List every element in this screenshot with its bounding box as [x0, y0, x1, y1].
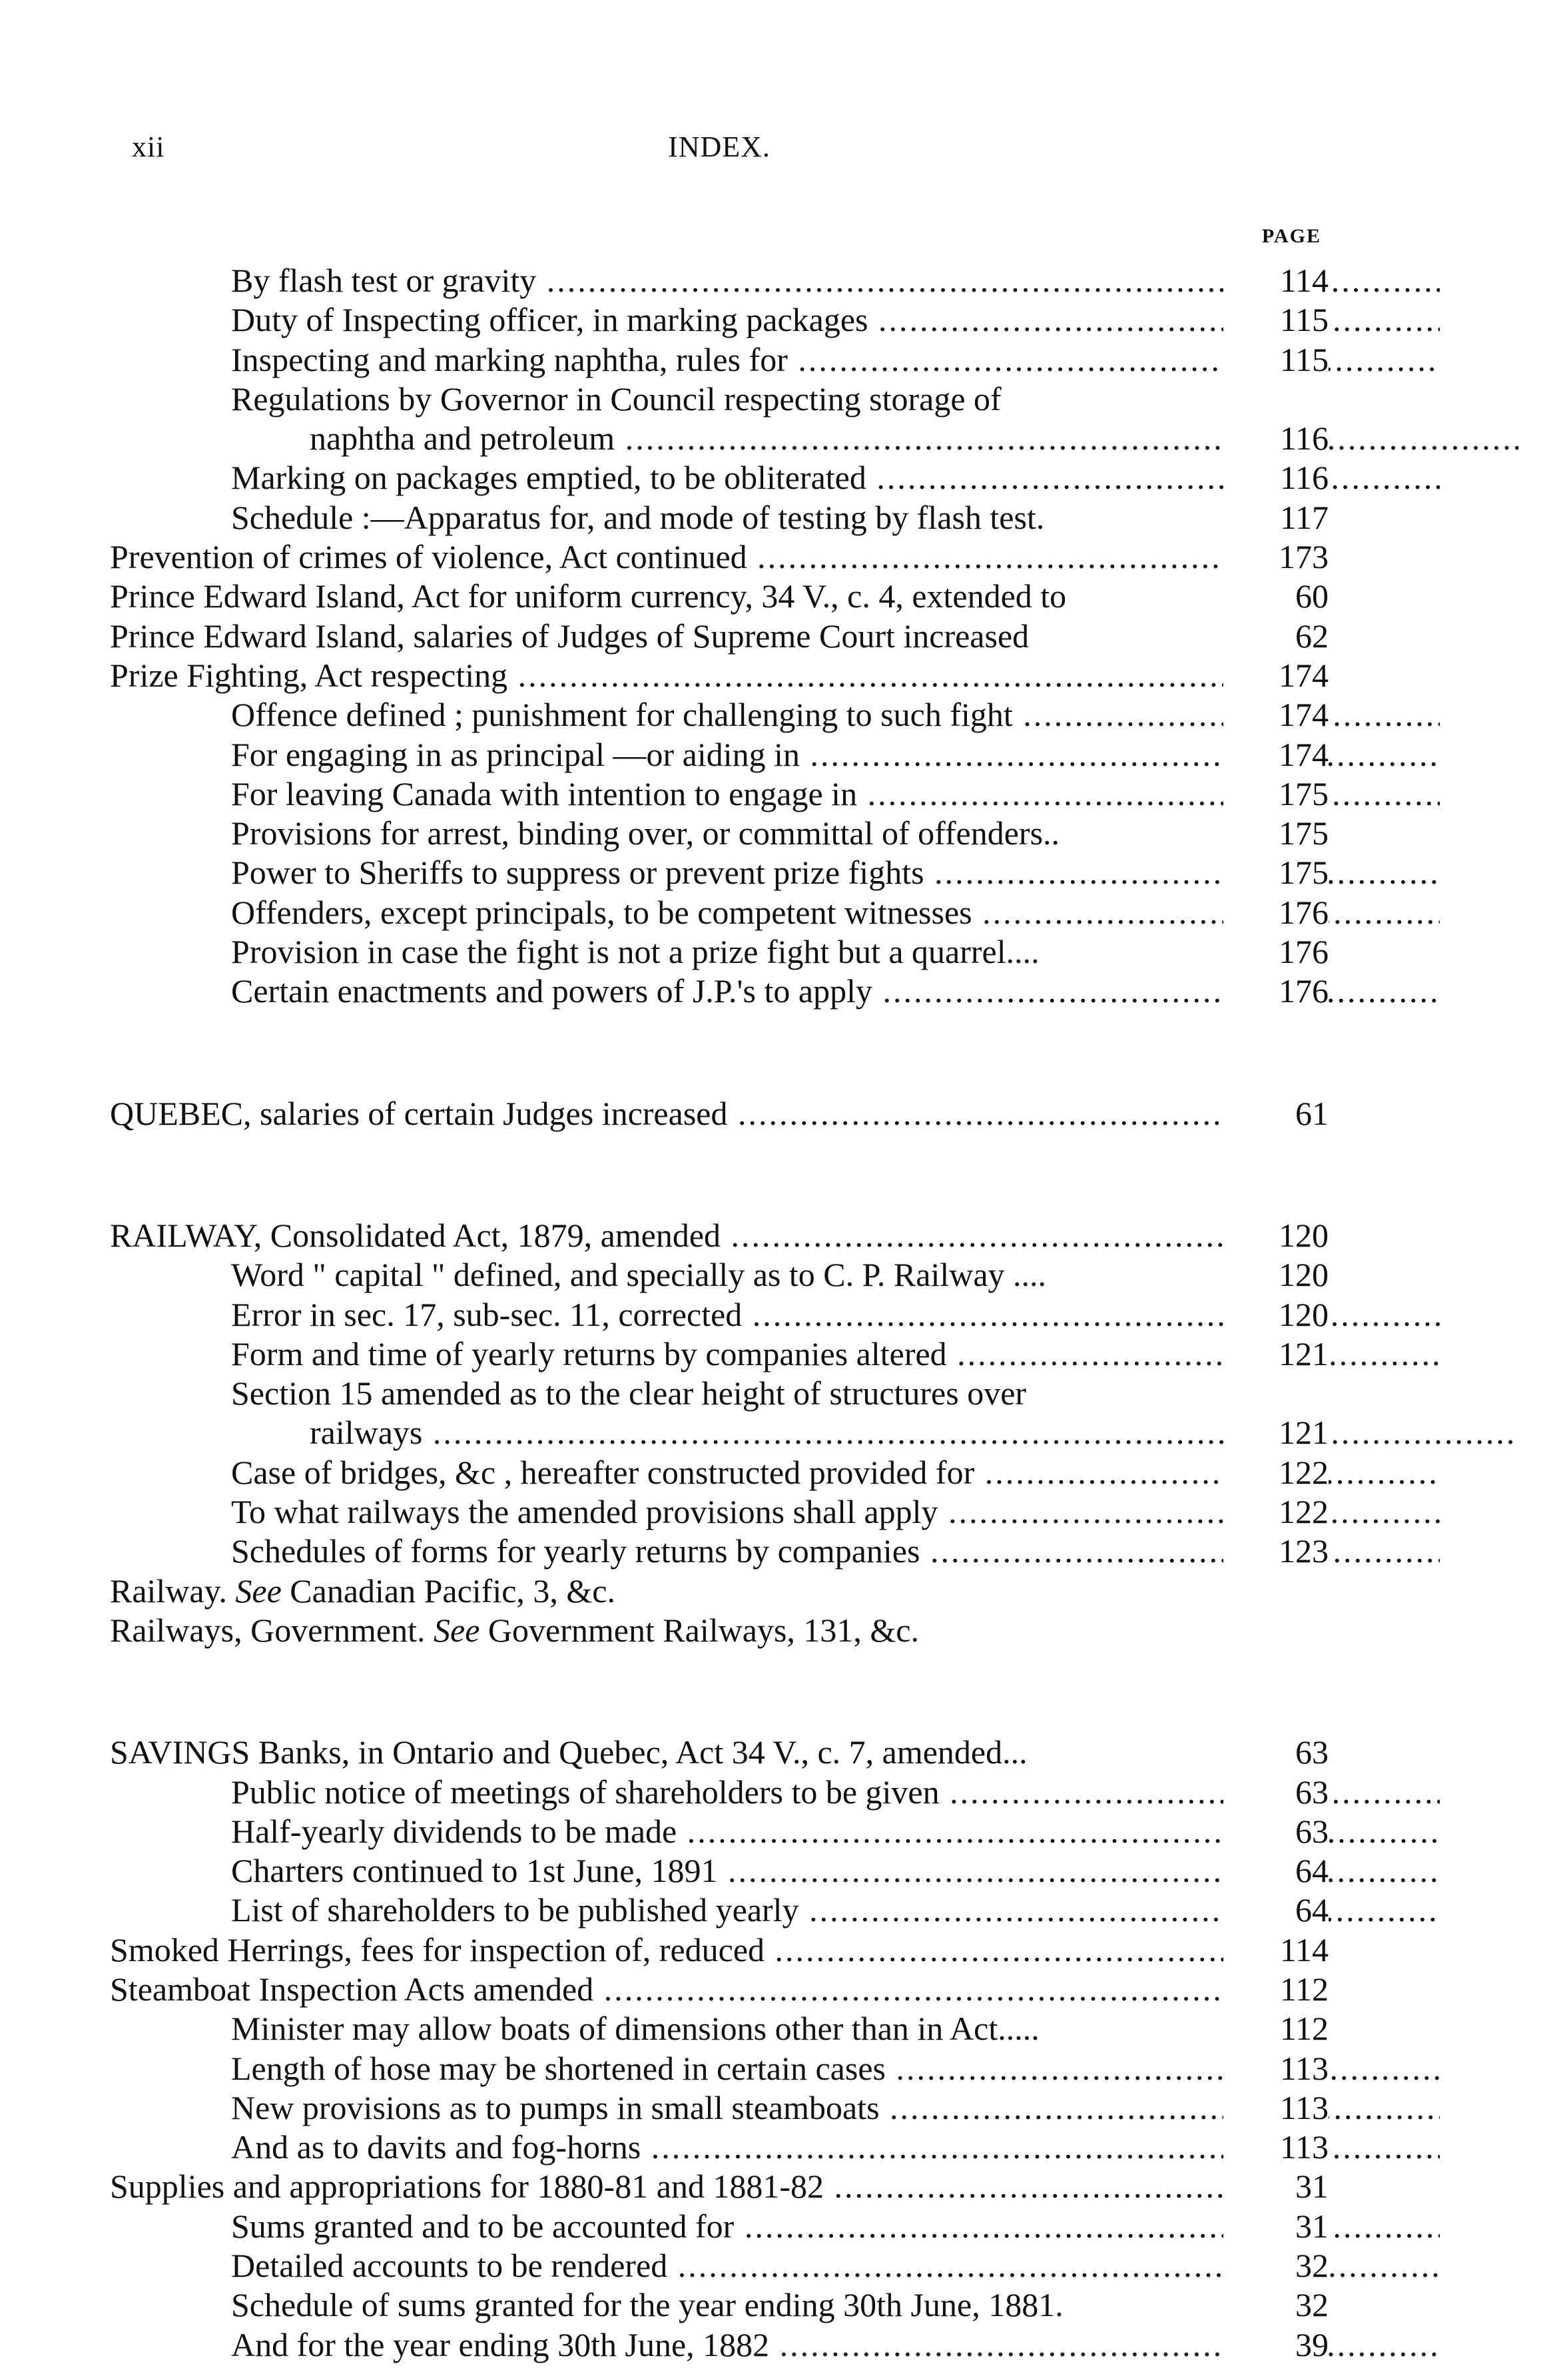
index-entry-heading: For engaging in as principal —or aiding in	[231, 735, 800, 773]
index-entry-heading: Offence defined ; punishment for challenging to such fight	[231, 696, 1013, 734]
index-entry-heading: Prevention of crimes of violence, Act continued	[110, 538, 747, 576]
index-entry-heading: RAILWAY, Consolidated Act, 1879, amended	[110, 1216, 721, 1254]
index-entry	[110, 1295, 1329, 1335]
index-entry	[110, 656, 1329, 695]
index-entry-text	[110, 577, 1319, 616]
index-entry	[110, 1335, 1329, 1374]
index-entry-page: 31	[1223, 2167, 1329, 2206]
index-entry-page: 63	[1223, 1773, 1329, 1812]
index-entry-heading: Charters continued to 1st June, 1891	[231, 1852, 718, 1890]
running-head	[107, 130, 1332, 183]
index-entry-heading: Prince Edward Island, Act for uniform currency, 34 V., c. 4, extended to	[110, 577, 1067, 615]
index-entry	[110, 537, 1329, 577]
index-entry-page: 114	[1223, 1931, 1329, 1970]
index-entry-heading: Detailed accounts to be rendered	[231, 2247, 668, 2285]
index-entry	[110, 2009, 1329, 2048]
index-entry-page: 176	[1223, 893, 1329, 932]
index-entry-page: 32	[1223, 2246, 1329, 2285]
index-entry-page: 113	[1223, 2049, 1329, 2088]
index-entry-heading: Marking on packages emptied, to be obliterated	[231, 459, 866, 497]
index-entry-page: 122	[1223, 1453, 1329, 1492]
index-entry-page: 63	[1223, 1812, 1329, 1851]
index-entry-heading: Railways, Government.	[110, 1611, 426, 1649]
see-reference-marker: See	[235, 1572, 282, 1610]
index-entry	[110, 1413, 1329, 1452]
index-entry-page: 116	[1223, 419, 1329, 458]
index-entry-text	[110, 1374, 1440, 1413]
index-entry	[110, 498, 1329, 537]
index-entry-text	[110, 2167, 1319, 2206]
index-entry-page: 64	[1223, 1891, 1329, 1930]
index-entry-heading: Duty of Inspecting officer, in marking packages	[231, 301, 868, 339]
index-entry	[110, 932, 1329, 972]
index-entry	[110, 1255, 1329, 1295]
index-entry-page: 113	[1223, 2128, 1329, 2167]
index-entry-text	[110, 1611, 1319, 1650]
index-entry-heading: QUEBEC, salaries of certain Judges increased	[110, 1094, 728, 1132]
index-entry-heading: Schedule of sums granted for the year ending 30th June, 1881.	[231, 2286, 1064, 2324]
index-entry-page: 174	[1223, 735, 1329, 774]
index-entry	[110, 814, 1329, 853]
index-entry-text	[110, 1094, 1319, 1133]
index-entry	[110, 853, 1329, 892]
index-entry-text	[110, 380, 1440, 419]
index-entry-page: 120	[1223, 1295, 1329, 1335]
index-entry	[110, 2246, 1329, 2285]
index-entry	[110, 1970, 1329, 2009]
index-entry-page: 175	[1223, 853, 1329, 892]
index-entry-heading: Offenders, except principals, to be competent witnesses	[231, 893, 972, 931]
index-entry-heading: Supplies and appropriations for 1880-81 and 1881-82	[110, 2168, 824, 2206]
index-entry-heading: SAVINGS Banks, in Ontario and Quebec, Act 34 V., c. 7, amended...	[110, 1733, 1028, 1771]
index-entry-page: 175	[1223, 814, 1329, 853]
index-entry-page: 115	[1223, 340, 1329, 380]
index-entry-heading: Public notice of meetings of shareholders to be given	[231, 1773, 940, 1811]
index-entry	[110, 1773, 1329, 1812]
index-entry-heading: Provision in case the fight is not a prize fight but a quarrel....	[231, 933, 1040, 971]
index-entry-page: 61	[1223, 1094, 1329, 1133]
index-entry-heading: Schedules of forms for yearly returns by companies	[231, 1532, 920, 1570]
index-entry-text	[110, 617, 1319, 656]
index-entry-heading: List of shareholders to be published yearly	[231, 1891, 799, 1929]
index-entry-heading: Power to Sheriffs to suppress or prevent prize fights	[231, 854, 924, 892]
index-entry-heading: Certain enactments and powers of J.P.'s to apply	[231, 972, 872, 1010]
index-entry	[110, 774, 1329, 814]
index-entry-page: 116	[1223, 458, 1329, 497]
index-entry	[110, 1572, 1329, 1611]
index-entry-heading: Schedule :—Apparatus for, and mode of testing by flash test.	[231, 498, 1045, 536]
index-entry-text	[110, 537, 1319, 577]
see-reference-marker: See	[434, 1611, 480, 1649]
index-entry	[110, 1891, 1329, 1930]
index-entry	[110, 2285, 1329, 2325]
index-entry-page: 64	[1223, 1851, 1329, 1891]
index-entry	[110, 1812, 1329, 1851]
index-entry-heading: And for the year ending 30th June, 1882	[231, 2325, 770, 2363]
index-entry-page: 176	[1223, 972, 1329, 1011]
index-entry	[110, 893, 1329, 932]
index-entry-heading: Half-yearly dividends to be made	[231, 1812, 677, 1850]
index-entry-heading: Railway.	[110, 1572, 227, 1610]
index-entry-page: 117	[1223, 498, 1329, 537]
index-entry-heading: Smoked Herrings, fees for inspection of, reduced	[110, 1931, 765, 1968]
index-entry-heading: By flash test or gravity	[231, 262, 537, 299]
index-entry-heading: New provisions as to pumps in small steamboats	[231, 2088, 880, 2126]
index-entry	[110, 1453, 1329, 1492]
index-entry-heading: Steamboat Inspection Acts amended	[110, 1970, 594, 2008]
index-entry	[110, 380, 1329, 419]
index-entry-heading: naphtha and petroleum	[310, 420, 615, 457]
index-entry-heading: Length of hose may be shortened in certain cases	[231, 2049, 886, 2087]
index-entry-heading: Case of bridges, &c , hereafter constructed provided for	[231, 1453, 975, 1491]
index-entry-text	[110, 1216, 1319, 1255]
index-entry	[110, 1931, 1329, 1970]
index-entry	[110, 617, 1329, 656]
index-entry	[110, 1492, 1329, 1532]
index-entry-page: 112	[1223, 1970, 1329, 2009]
index-entry-page: 63	[1223, 1733, 1329, 1772]
index-entry-text	[110, 1931, 1319, 1970]
index-entry	[110, 340, 1329, 380]
index-entry-text	[110, 656, 1319, 695]
index-entry	[110, 300, 1329, 340]
index-entry-heading: For leaving Canada with intention to engage in	[231, 774, 858, 812]
index-entry-heading: Regulations by Governor in Council respecting storage of	[231, 380, 1002, 418]
index-entry-page: 175	[1223, 774, 1329, 814]
index-entry-heading: Inspecting and marking naphtha, rules for	[231, 340, 788, 378]
index-entry	[110, 1374, 1329, 1413]
index-entry	[110, 2207, 1329, 2246]
index-entry	[110, 2128, 1329, 2167]
index-entry-page: 120	[1223, 1255, 1329, 1295]
index-entry-heading: Error in sec. 17, sub-sec. 11, corrected	[231, 1295, 743, 1333]
index-entry-page: 173	[1223, 537, 1329, 577]
index-entry	[110, 1851, 1329, 1891]
index-entry	[110, 2167, 1329, 2206]
index-entry	[110, 1094, 1329, 1133]
see-reference-target: Canadian Pacific, 3, &c.	[290, 1572, 616, 1610]
index-entry-page: 60	[1223, 577, 1329, 616]
index-entry-page: 176	[1223, 932, 1329, 972]
index-entry-page: 32	[1223, 2285, 1329, 2325]
index-entry	[110, 1532, 1329, 1571]
index-entry-page: 115	[1223, 300, 1329, 340]
page-column-label: PAGE	[1261, 225, 1321, 247]
index-entry	[110, 458, 1329, 497]
index-entry-text	[110, 1970, 1319, 2009]
index-entry	[110, 261, 1329, 300]
index-entry	[110, 735, 1329, 774]
index-entry-heading: Prince Edward Island, salaries of Judges of Supreme Court increased	[110, 617, 1030, 655]
index-entry-heading: And as to davits and fog-horns	[231, 2128, 641, 2166]
index-entry	[110, 2049, 1329, 2088]
index-entry-page: 121	[1223, 1335, 1329, 1374]
index-entry	[110, 972, 1329, 1011]
index-entry-list	[110, 261, 1329, 2365]
index-entry	[110, 419, 1329, 458]
index-entry-heading: Minister may allow boats of dimensions other than in Act.....	[231, 2010, 1040, 2048]
index-entry-heading: Provisions for arrest, binding over, or committal of offenders..	[231, 814, 1060, 852]
index-entry-heading: To what railways the amended provisions shall apply	[231, 1493, 938, 1531]
index-entry-page: 39	[1223, 2325, 1329, 2365]
index-entry-page: 174	[1223, 656, 1329, 695]
index-entry-page: 114	[1223, 261, 1329, 300]
index-entry-heading: Sums granted and to be accounted for	[231, 2207, 735, 2245]
index-entry-page: 112	[1223, 2009, 1329, 2048]
index-entry-heading: railways	[310, 1414, 423, 1452]
index-entry-page: 122	[1223, 1492, 1329, 1532]
index-entry-page: 120	[1223, 1216, 1329, 1255]
index-entry	[110, 1216, 1329, 1255]
index-entry	[110, 2325, 1329, 2365]
index-entry	[110, 2088, 1329, 2128]
index-entry	[110, 1733, 1329, 1772]
index-entry-text	[110, 1733, 1319, 1772]
index-entry-text	[110, 1572, 1319, 1611]
index-entry-heading: Word " capital " defined, and specially as to C. P. Railway ....	[231, 1256, 1047, 1294]
index-entry-page: 113	[1223, 2088, 1329, 2128]
index-entry-heading: Prize Fighting, Act respecting	[110, 656, 508, 694]
index-entry-page: 121	[1223, 1413, 1329, 1452]
page-title: INDEX.	[668, 131, 771, 163]
index-entry-page: 62	[1223, 617, 1329, 656]
index-entry-page: 174	[1223, 695, 1329, 735]
page-number: xii	[132, 131, 165, 163]
index-entry-heading: Form and time of yearly returns by companies altered	[231, 1335, 947, 1372]
see-reference-target: Government Railways, 131, &c.	[487, 1611, 920, 1649]
index-entry	[110, 577, 1329, 616]
index-entry	[110, 1611, 1329, 1650]
index-entry	[110, 695, 1329, 735]
index-entry-page: 31	[1223, 2207, 1329, 2246]
index-entry-page: 123	[1223, 1532, 1329, 1571]
index-entry-heading: Section 15 amended as to the clear height of structures over	[231, 1374, 1027, 1412]
